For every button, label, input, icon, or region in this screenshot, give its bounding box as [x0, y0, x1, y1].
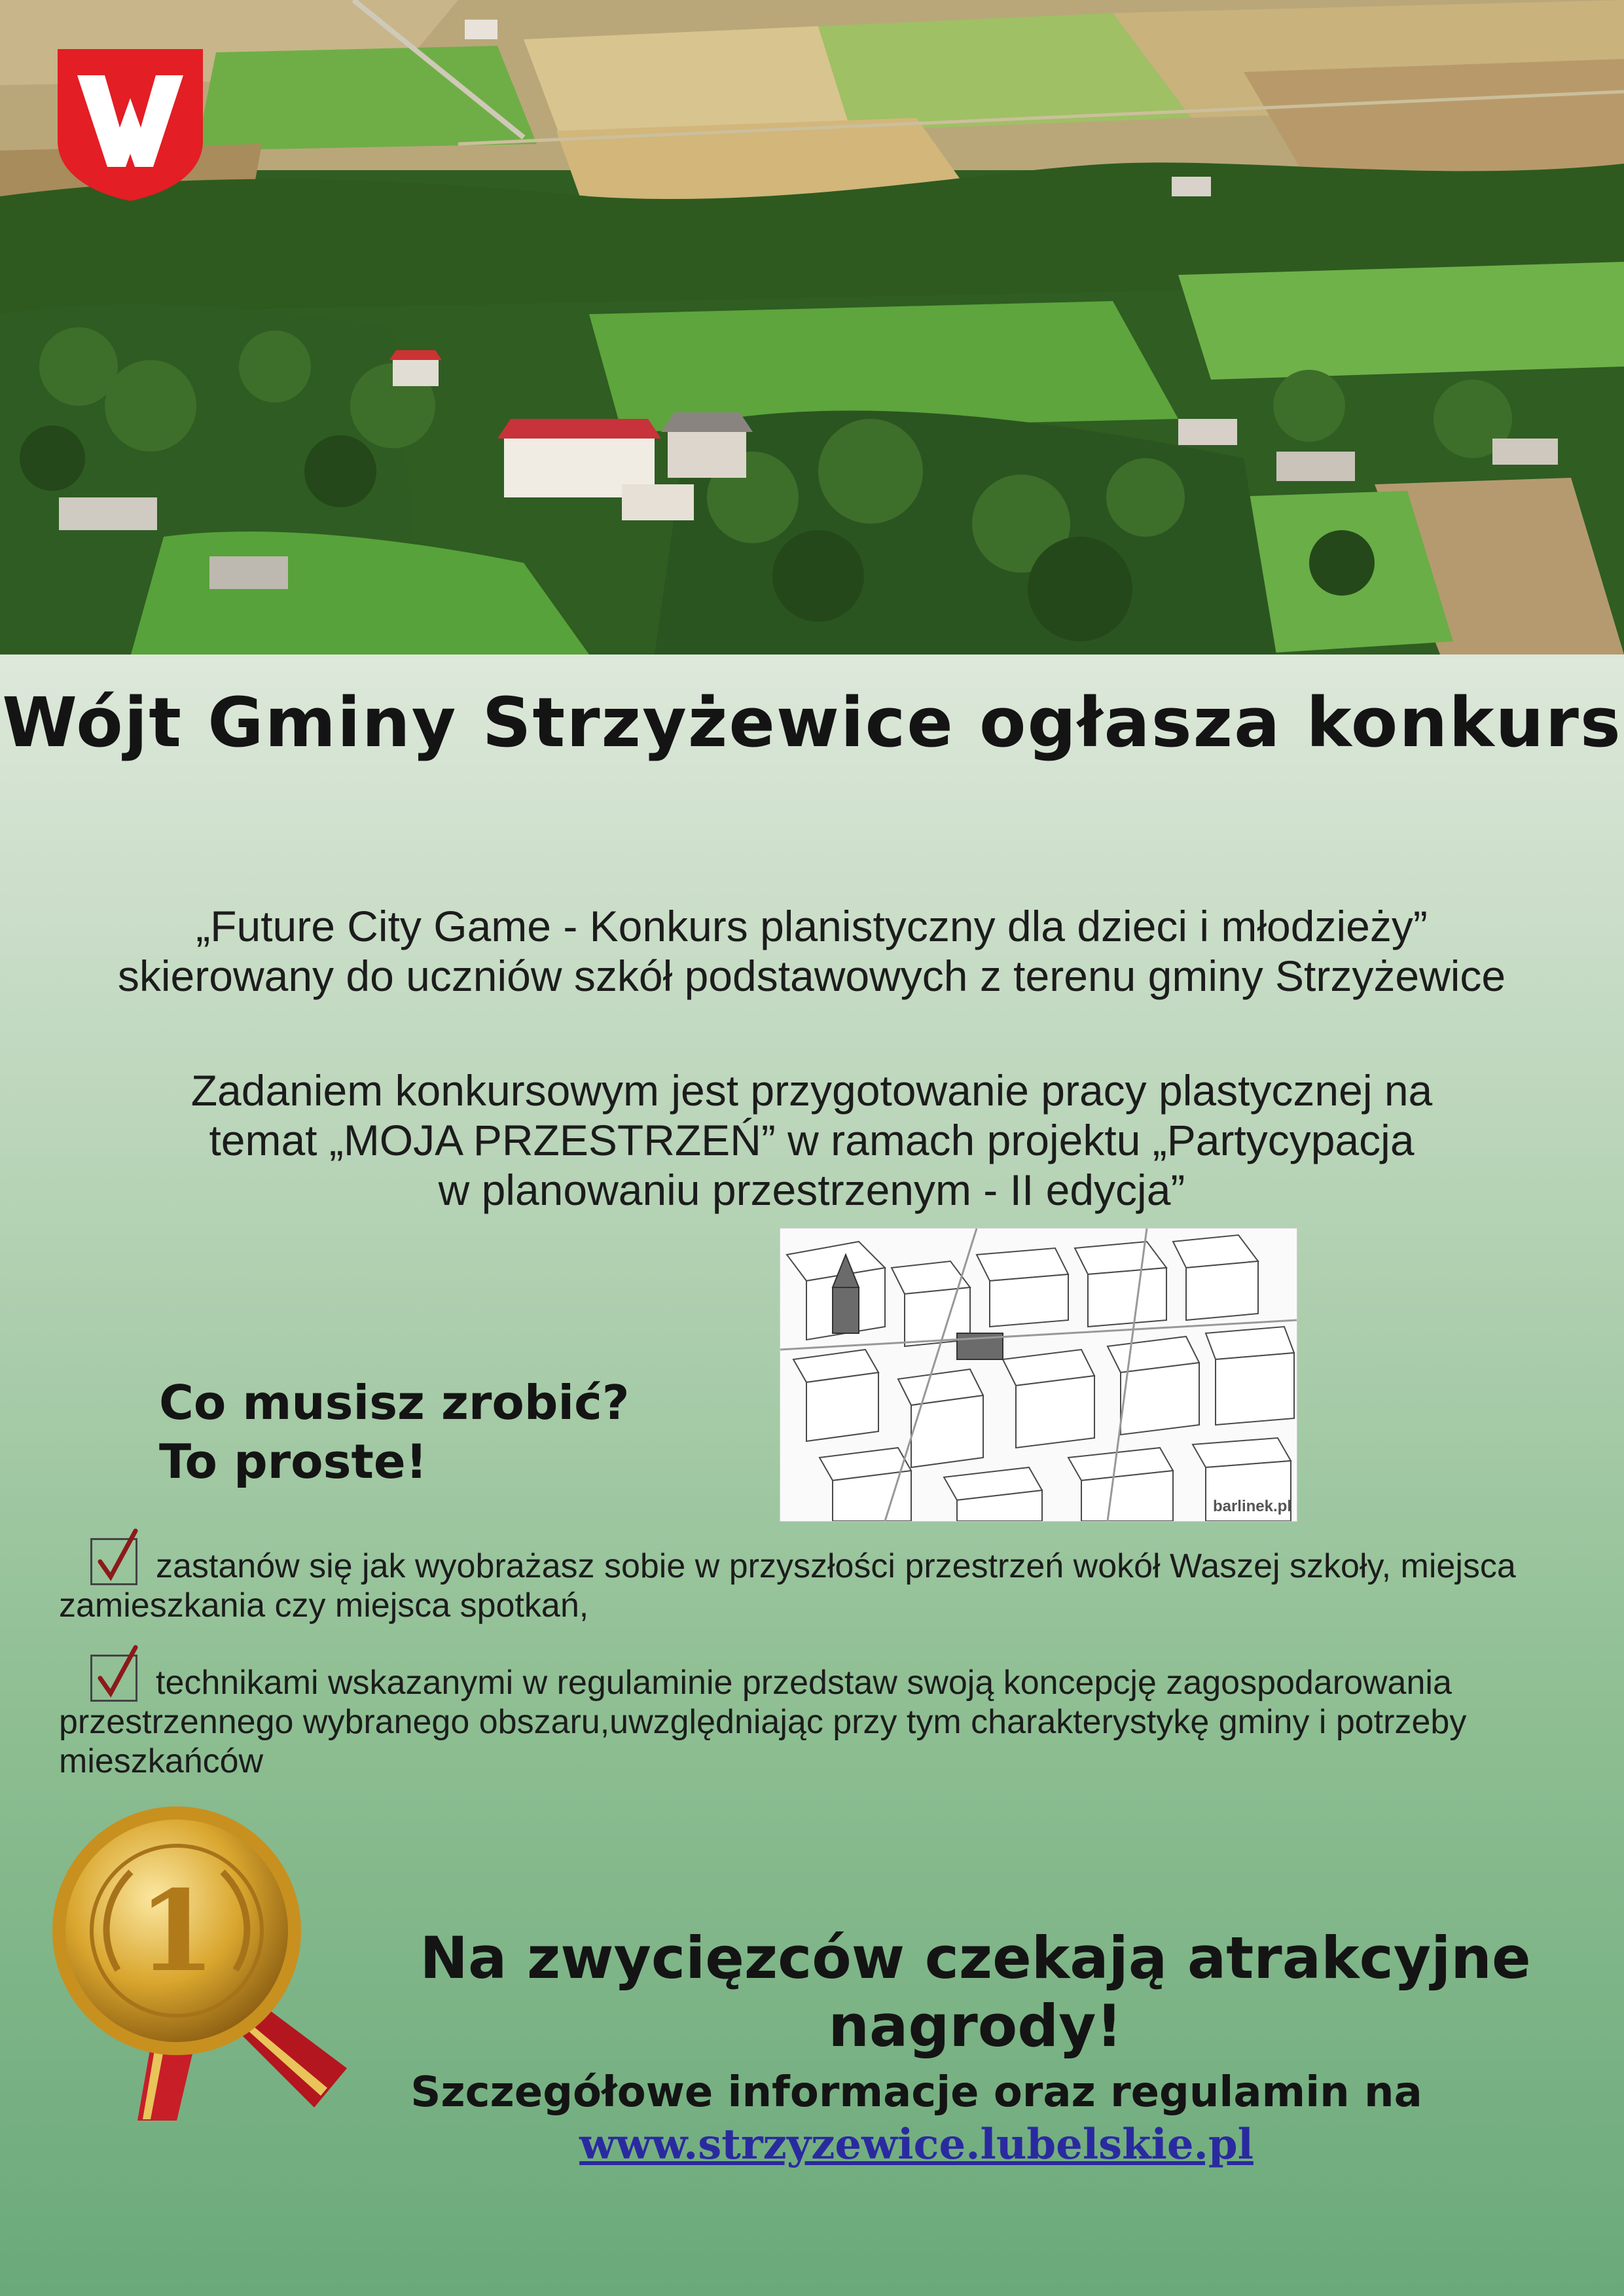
ask-line-1: Co musisz zrobić? [159, 1375, 630, 1430]
call-to-action [159, 1373, 630, 1491]
task-line-3: w planowaniu przestrzenym - II edycja” [438, 1166, 1185, 1214]
bullet-item-2 [59, 1655, 1584, 1781]
image-watermark: barlinek.pl [1212, 1498, 1291, 1515]
city-model-drawing [780, 1229, 1297, 1521]
task-line-1: Zadaniem konkursowym jest przygotowanie pracy plastycznej na [190, 1066, 1433, 1115]
checkbox-checked-icon [90, 1655, 137, 1702]
ask-line-2: To proste! [159, 1434, 427, 1489]
municipal-crest-w-icon [58, 49, 203, 201]
prize-announcement [367, 1924, 1584, 2060]
checkbox-checked-icon [90, 1538, 137, 1585]
prize-line-2: nagrody! [828, 1992, 1123, 2060]
headline: Wójt Gminy Strzyżewice ogłasza konkurs [2, 683, 1622, 762]
aerial-village-photo [0, 0, 1624, 655]
contest-name: „Future City Game - Konkurs planistyczny dla dzieci i młodzieży” [196, 902, 1428, 950]
contest-task [52, 1066, 1571, 1215]
municipal-crest [58, 49, 203, 201]
bullet-text-2: technikami wskazanymi w regulaminie przedstaw swoją koncepcję zagospodarowania przestrzennego wybranego obszaru,uwzględniając przy tym charakterystykę gminy i potrzeby mieszkańców [59, 1664, 1467, 1780]
medal-number: 1 [137, 1866, 216, 1997]
bullet-item-1 [59, 1538, 1584, 1625]
city-model-image [780, 1228, 1297, 1522]
contest-audience: skierowany do uczniów szkół podstawowych z terenu gminy Strzyżewice [117, 952, 1506, 1000]
task-line-2: temat „MOJA PRZESTRZEŃ” w ramach projektu „Partycypacja [209, 1116, 1415, 1164]
bullet-text-1: zastanów się jak wyobrażasz sobie w przyszłości przestrzeń wokół Waszej szkoły, miejsca zamieszkania czy miejsca spotkań, [59, 1547, 1516, 1624]
website-link[interactable]: www.strzyzewice.lubelskie.pl [579, 2120, 1254, 2169]
prize-line-1: Na zwycięzców czekają atrakcyjne [420, 1924, 1531, 1992]
gold-medal-icon [46, 1793, 360, 2134]
info-text: Szczegółowe informacje oraz regulamin na [410, 2068, 1422, 2117]
contest-title [52, 901, 1571, 1001]
